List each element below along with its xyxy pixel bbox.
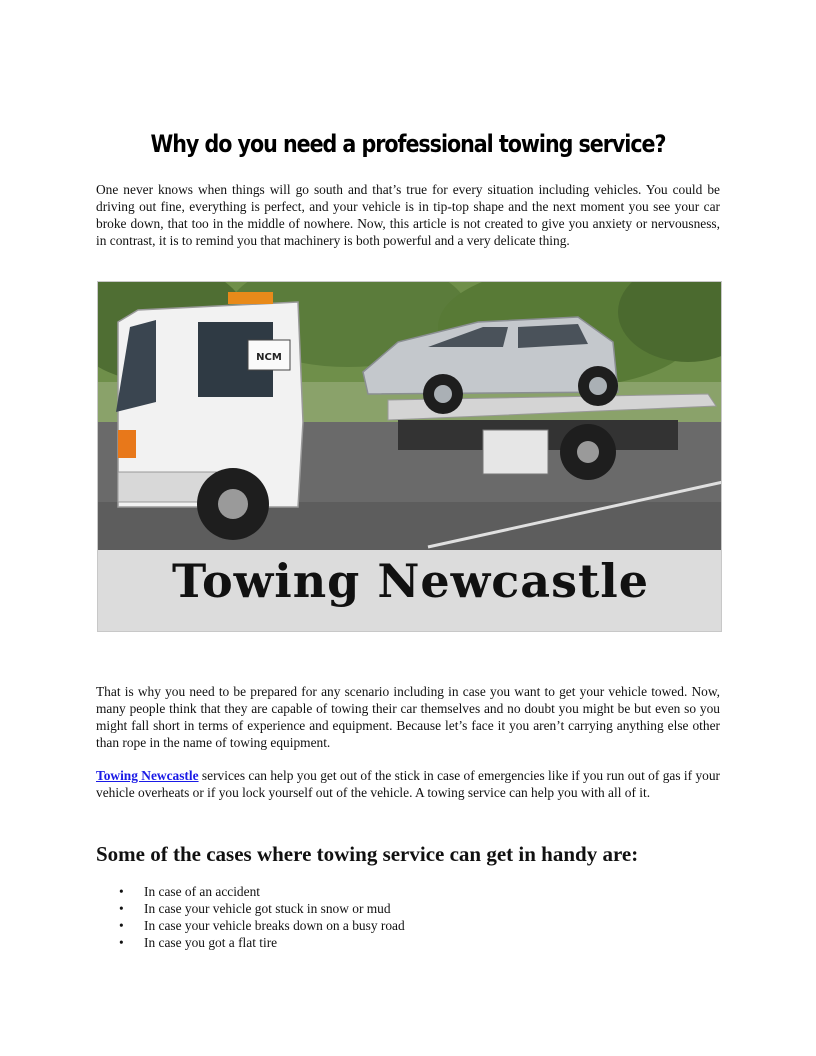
truck-logo-text: NCM — [256, 352, 282, 363]
paragraph-preparedness: That is why you need to be prepared for any scenario including in case you want to get your vehicle towed. Now, many people think that they are capable of towing their car themselves and no doubt you might be but even so you might fall short in terms of experience and equipment. Because let’s face it you aren’t carrying anything else other than rope in the name of towing equipment. — [96, 684, 720, 750]
paragraph-services-text: services can help you get out of the stick in case of emergencies like if you run out of gas if your vehicle overheats or if you lock yourself out of the vehicle. A towing service can help you with all of it. — [96, 768, 720, 800]
towing-newcastle-link[interactable]: Towing Newcastle — [96, 768, 199, 783]
image-caption: Towing Newcastle — [172, 554, 649, 608]
list-item: • In case you got a flat tire — [119, 935, 278, 950]
list-item: • In case your vehicle breaks down on a busy road — [119, 918, 405, 933]
paragraph-services — [96, 767, 720, 801]
page-title: Why do you need a professional towing service? — [150, 130, 666, 158]
bullet-icon: • — [119, 935, 124, 950]
section-heading: Some of the cases where towing service can get in handy are: — [96, 842, 639, 866]
towing-truck-image — [97, 281, 722, 632]
list-item: • In case your vehicle got stuck in snow or mud — [119, 901, 391, 916]
bullet-icon: • — [119, 918, 124, 933]
cases-list — [96, 883, 405, 951]
bullet-icon: • — [119, 884, 124, 899]
intro-paragraph: One never knows when things will go south and that’s true for every situation including vehicles. You could be driving out fine, everything is perfect, and your vehicle is in tip-top shape and the next moment you see your car broke down, that too in the middle of nowhere. Now, this article is not created to give you anxiety or nervousness, in contrast, it is to remind you that machinery is both powerful and a very delicate thing. — [96, 182, 720, 248]
list-item: • In case of an accident — [119, 884, 260, 899]
bullet-icon: • — [119, 901, 124, 916]
